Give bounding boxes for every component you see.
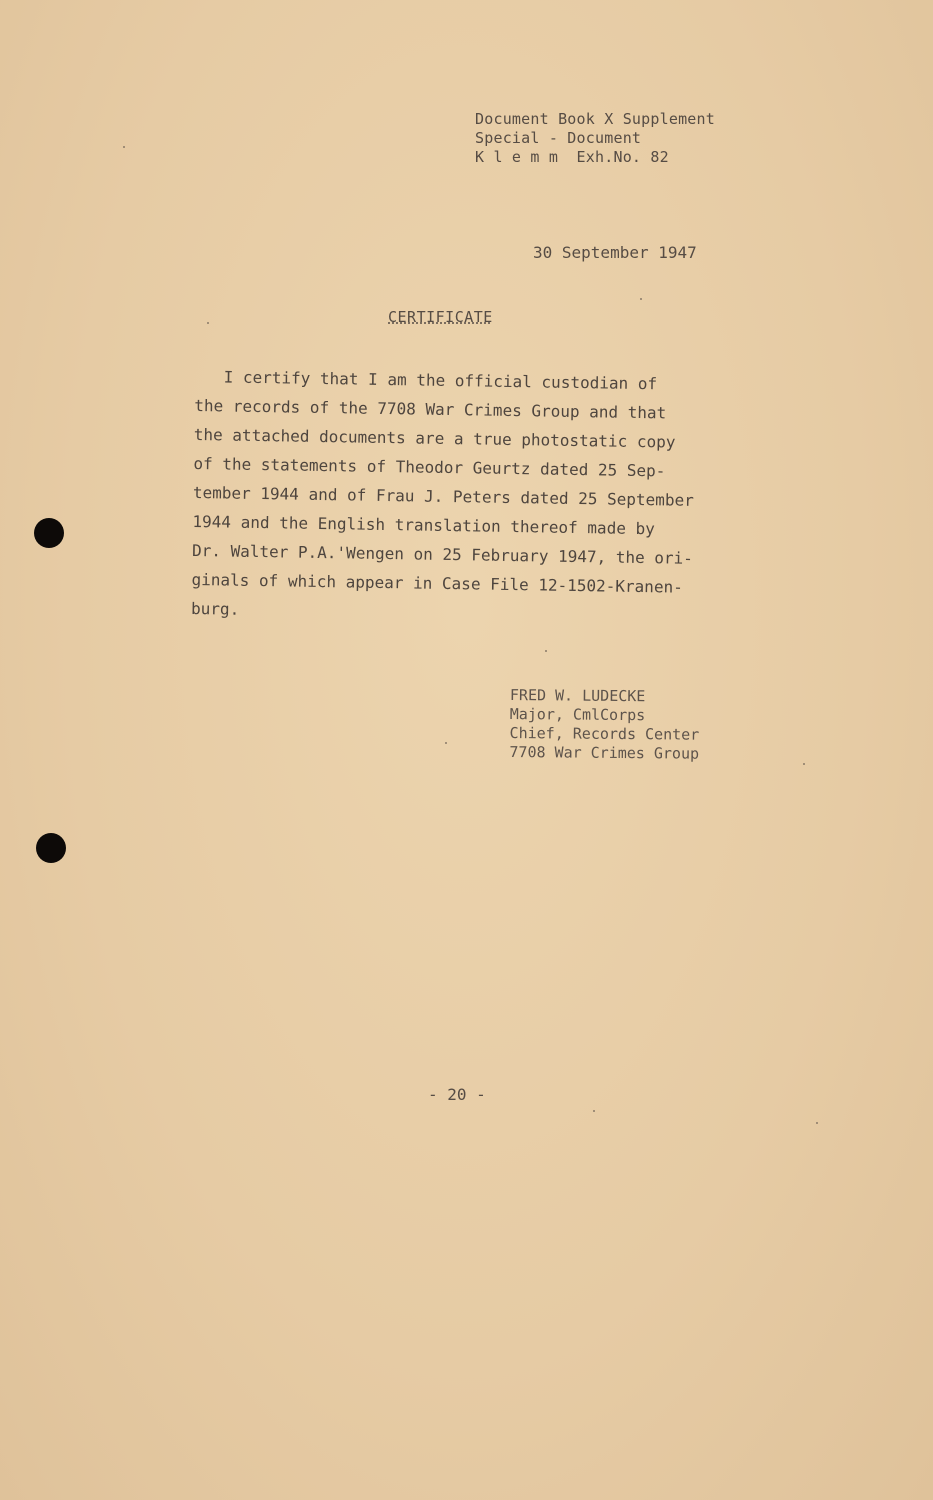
paper-speck — [816, 1122, 818, 1124]
body-line: Dr. Walter P.A.'Wengen on 25 February 1947, the ori- — [191, 540, 694, 568]
body-line: I certify that I am the official custodian of — [194, 366, 658, 394]
signature-unit: 7708 War Crimes Group — [509, 742, 700, 763]
paper-speck — [803, 763, 805, 765]
punch-hole — [34, 518, 64, 548]
signature-rank: Major, CmlCorps — [509, 704, 646, 725]
header-line: Document Book X Supplement — [475, 110, 715, 128]
page-number: - 20 - — [428, 1085, 486, 1104]
document-title: CERTIFICATE — [388, 308, 493, 326]
signature-name: FRED W. LUDECKE — [509, 686, 646, 706]
header-line: K l e m m Exh.No. 82 — [475, 148, 669, 166]
signature-title: Chief, Records Center — [509, 723, 700, 744]
body-line: the attached documents are a true photostatic copy — [193, 424, 676, 452]
paper-speck — [123, 146, 125, 148]
paper-speck — [445, 742, 447, 744]
document-date: 30 September 1947 — [533, 243, 697, 262]
body-line: the records of the 7708 War Crimes Group and that — [194, 395, 667, 423]
paper-speck — [545, 650, 547, 652]
paper-speck — [640, 298, 642, 300]
paper-speck — [207, 322, 209, 324]
body-line: tember 1944 and of Frau J. Peters dated 25 September — [192, 482, 694, 510]
body-line: 1944 and the English translation thereof made by — [192, 511, 655, 539]
certificate-body — [191, 362, 825, 633]
document-header — [475, 110, 715, 167]
signature-block — [509, 686, 699, 764]
body-line: burg. — [190, 598, 240, 619]
header-line: Special - Document — [475, 129, 642, 147]
punch-hole — [36, 833, 66, 863]
body-line: ginals of which appear in Case File 12-1502-Kranen- — [191, 569, 683, 597]
body-line: of the statements of Theodor Geurtz dated 25 Sep- — [193, 453, 666, 481]
paper-speck — [593, 1110, 595, 1112]
